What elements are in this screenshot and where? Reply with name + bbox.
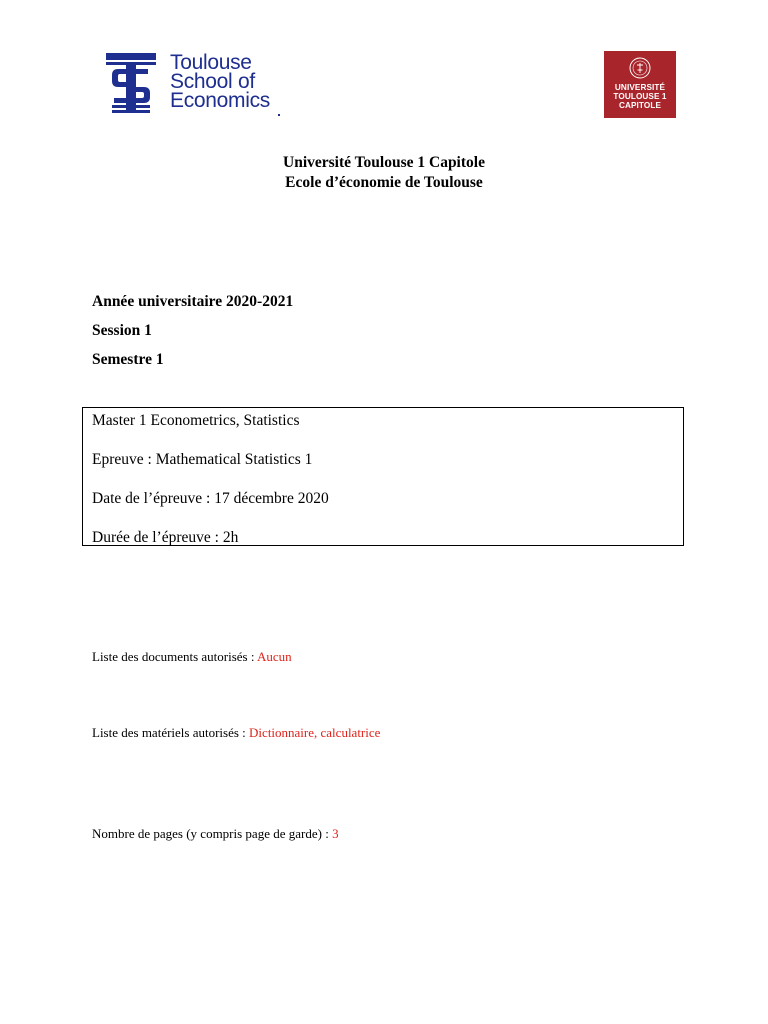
- allowed-documents-value: Aucun: [257, 649, 292, 664]
- tse-wordmark: [170, 53, 270, 110]
- university-seal-icon: [629, 57, 651, 79]
- academic-year: Année universitaire 2020-2021: [92, 293, 294, 310]
- tse-wordmark-line: School of: [170, 70, 255, 93]
- exam-duration: Durée de l’épreuve : 2h: [92, 529, 239, 546]
- tse-logo-dot: [278, 114, 280, 116]
- exam-date: Date de l’épreuve : 17 décembre 2020: [92, 490, 329, 507]
- ut1-wordmark: [604, 83, 676, 110]
- exam-meta: [92, 292, 293, 379]
- semester: Semestre 1: [92, 351, 164, 368]
- exam-subject: Epreuve : Mathematical Statistics 1: [92, 451, 313, 468]
- exam-info-box: [82, 407, 684, 546]
- page-count-label: Nombre de pages (y compris page de garde) :: [92, 826, 333, 841]
- university-name: Université Toulouse 1 Capitole: [283, 154, 485, 171]
- allowed-materials-label: Liste des matériels autorisés :: [92, 725, 250, 740]
- allowed-materials-value: Dictionnaire, calculatrice: [249, 725, 381, 740]
- tse-monogram-icon: [106, 53, 156, 113]
- session: Session 1: [92, 322, 152, 339]
- ut1-wordmark-line: CAPITOLE: [618, 101, 662, 110]
- ut1-capitole-logo: [604, 51, 676, 118]
- tse-logo: [94, 46, 290, 120]
- allowed-materials: [92, 724, 380, 742]
- ut1-wordmark-line: UNIVERSITÉ: [614, 83, 666, 92]
- ut1-wordmark-line: TOULOUSE 1: [613, 92, 667, 101]
- school-name: Ecole d’économie de Toulouse: [285, 174, 483, 191]
- document-header: [0, 153, 768, 193]
- tse-wordmark-line: Economics: [170, 89, 271, 112]
- page-count: [92, 825, 339, 843]
- tse-wordmark-line: Toulouse: [170, 51, 252, 74]
- page-count-value: 3: [332, 826, 339, 841]
- exam-program: Master 1 Econometrics, Statistics: [92, 412, 300, 429]
- allowed-documents: [92, 648, 292, 666]
- allowed-documents-label: Liste des documents autorisés :: [92, 649, 258, 664]
